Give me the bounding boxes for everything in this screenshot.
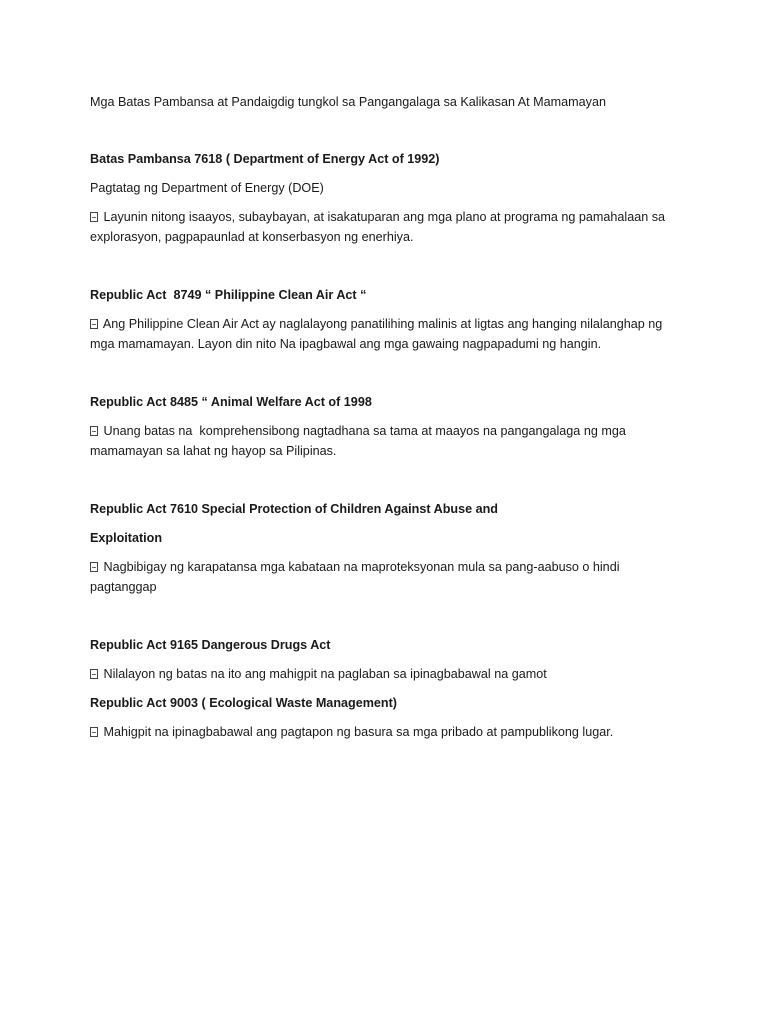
section-text: Unang batas na komprehensibong nagtadhana sa tama at maayos na pangangalaga ng mga mamamayan sa lahat ng hayop sa Pilipinas.	[90, 424, 630, 458]
missing-glyph-bullet-icon	[90, 212, 98, 222]
section-paragraph	[90, 421, 680, 461]
section-heading: Republic Act 9003 ( Ecological Waste Management)	[90, 696, 397, 710]
section-text: Ang Philippine Clean Air Act ay naglalayong panatilihing malinis at ligtas ang hanging nilalanghap ng mga mamamayan. Layon din nito Na ipagbawal ang mga gawaing nagpapadumi ng hangin.	[90, 317, 666, 351]
section-paragraph	[90, 314, 680, 354]
section-heading: Republic Act 9165 Dangerous Drugs Act	[90, 638, 331, 652]
section-text: Nilalayon ng batas na ito ang mahigpit na paglaban sa ipinagbabawal na gamot	[103, 667, 547, 681]
missing-glyph-bullet-icon	[90, 319, 98, 329]
section-heading-continued: Exploitation	[90, 531, 163, 545]
missing-glyph-bullet-icon	[90, 727, 98, 737]
document-body	[90, 92, 680, 751]
section-heading: Republic Act 7610 Special Protection of Children Against Abuse and	[90, 502, 498, 516]
document-title: Mga Batas Pambansa at Pandaigdig tungkol sa Pangangalaga sa Kalikasan At Mamamayan	[90, 95, 606, 109]
missing-glyph-bullet-icon	[90, 426, 98, 436]
section-text: Layunin nitong isaayos, subaybayan, at isakatuparan ang mga plano at programa ng pamahalaan sa explorasyon, pagpapaunlad at konserbasyon ng enerhiya.	[90, 210, 669, 244]
section-heading: Republic Act 8749 “ Philippine Clean Air Act “	[90, 288, 367, 302]
section-paragraph	[90, 664, 680, 684]
section-heading: Batas Pambansa 7618 ( Department of Energy Act of 1992)	[90, 152, 440, 166]
section-heading: Republic Act 8485 “ Animal Welfare Act of 1998	[90, 395, 372, 409]
section-text: Nagbibigay ng karapatansa mga kabataan na maproteksyonan mula sa pang-aabuso o hindi pagtanggap	[90, 560, 623, 594]
section-text: Mahigpit na ipinagbabawal ang pagtapon ng basura sa mga pribado at pampublikong lugar.	[103, 725, 614, 739]
section-paragraph	[90, 557, 680, 597]
missing-glyph-bullet-icon	[90, 562, 98, 572]
section-paragraph	[90, 207, 680, 247]
section-paragraph	[90, 722, 680, 742]
section-subtitle: Pagtatag ng Department of Energy (DOE)	[90, 181, 324, 195]
missing-glyph-bullet-icon	[90, 669, 98, 679]
